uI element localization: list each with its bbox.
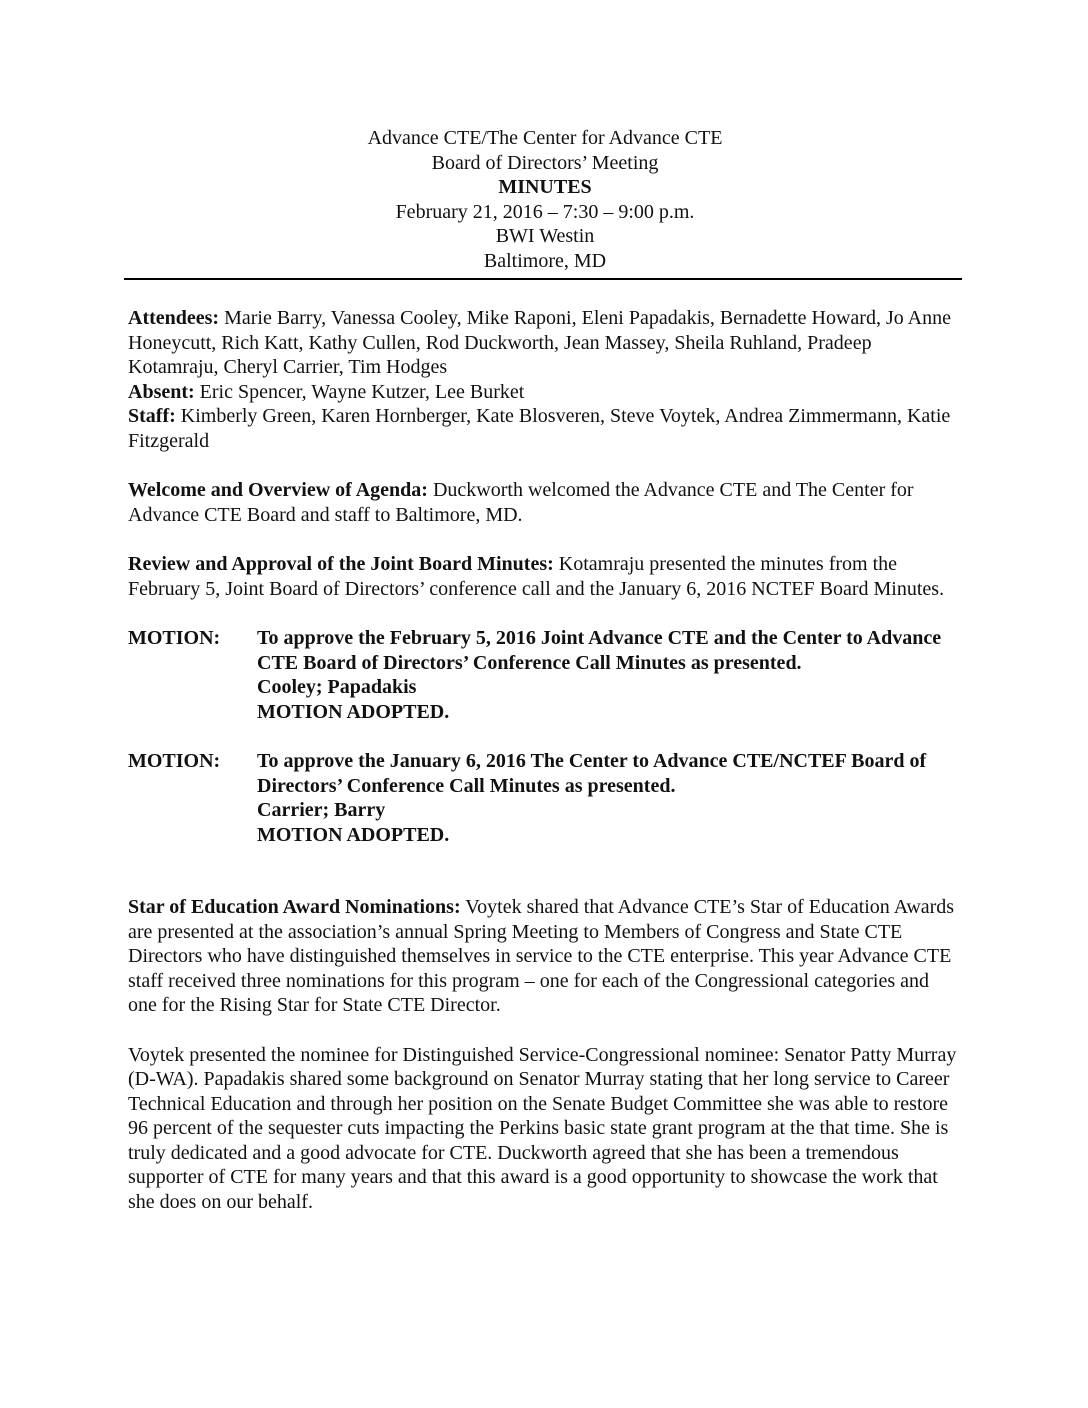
meeting-city: Baltimore, MD (483, 249, 607, 272)
meeting-venue: BWI Westin (495, 225, 595, 247)
absent-list: Eric Spencer, Wayne Kutzer, Lee Burket (194, 380, 525, 403)
welcome-paragraph (128, 478, 962, 527)
review-paragraph (128, 552, 962, 601)
review-label: Review and Approval of the Joint Board Minutes: (128, 553, 554, 575)
motion-result: MOTION ADOPTED. (257, 700, 450, 723)
voytek-paragraph: Voytek presented the nominee for Distinguished Service-Congressional nominee: Senator Patty Murray (D-WA). Papadakis shared some background on Senator Murray stating that her long service to Career Technical Education and through her position on the Senate Budget Committee she was able to restore 96 percent of the sequester cuts impacting the Perkins basic state grant program at the that time. She is truly dedicated and a good advocate for CTE. Duckworth agreed that she has been a tremendous supporter of CTE for many years and that this award is a good opportunity to showcase the work that she does on our behalf. (128, 1043, 957, 1213)
motion-1 (128, 626, 962, 724)
motion-2 (128, 749, 962, 847)
staff-label: Staff: (128, 405, 176, 427)
document-page (128, 126, 962, 1239)
motion-movers: Carrier; Barry (257, 799, 386, 821)
attendees-paragraph (128, 306, 962, 380)
motion-label: MOTION: (128, 627, 221, 649)
section-spacer (128, 872, 962, 895)
absent-paragraph (128, 380, 962, 405)
org-title: Advance CTE/The Center for Advance CTE (367, 127, 723, 149)
staff-list: Kimberly Green, Karen Hornberger, Kate Blosveren, Steve Voytek, Andrea Zimmermann, Katie Fitzgerald (128, 405, 951, 452)
motion-movers: Cooley; Papadakis (257, 676, 417, 698)
meeting-title: Board of Directors’ Meeting (431, 151, 659, 174)
motion-text: To approve the January 6, 2016 The Center to Advance CTE/NCTEF Board of Directors’ Conference Call Minutes as presented. (257, 750, 927, 797)
welcome-text: Duckworth welcomed the Advance CTE and The Center for Advance CTE Board and staff to Baltimore, MD. (128, 479, 914, 526)
motion-label: MOTION: (128, 750, 221, 772)
staff-paragraph (128, 404, 962, 453)
attendance-section (128, 306, 962, 453)
header-divider (124, 278, 962, 280)
star-award-label: Star of Education Award Nominations: (128, 896, 461, 918)
meeting-date: February 21, 2016 – 7:30 – 9:00 p.m. (395, 200, 695, 223)
review-text: Kotamraju presented the minutes from the February 5, Joint Board of Directors’ conference call and the January 6, 2016 NCTEF Board Minutes. (128, 553, 945, 600)
welcome-label: Welcome and Overview of Agenda: (128, 479, 428, 501)
motion-text: To approve the February 5, 2016 Joint Advance CTE and the Center to Advance CTE Board of Directors’ Conference Call Minutes as presented. (257, 627, 942, 674)
absent-label: Absent: (128, 380, 195, 403)
star-award-text: Voytek shared that Advance CTE’s Star of Education Awards are presented at the association’s annual Spring Meeting to Members of Congress and State CTE Directors who have distinguished themselves in service to the CTE enterprise. This year Advance CTE staff received three nominations for this program – one for each of the Congressional categories and one for the Rising Star for State CTE Director. (128, 896, 955, 1016)
attendees-list: Marie Barry, Vanessa Cooley, Mike Raponi, Eleni Papadakis, Bernadette Howard, Jo Anne Honeycutt, Rich Katt, Kathy Cullen, Rod Duckworth, Jean Massey, Sheila Ruhland, Pradeep Kotamraju, Cheryl Carrier, Tim Hodges (128, 307, 951, 378)
document-header (128, 126, 962, 273)
motion-result: MOTION ADOPTED. (257, 823, 450, 846)
minutes-heading: MINUTES (498, 176, 592, 198)
star-award-paragraph (128, 895, 962, 1018)
attendees-label: Attendees: (128, 307, 220, 329)
